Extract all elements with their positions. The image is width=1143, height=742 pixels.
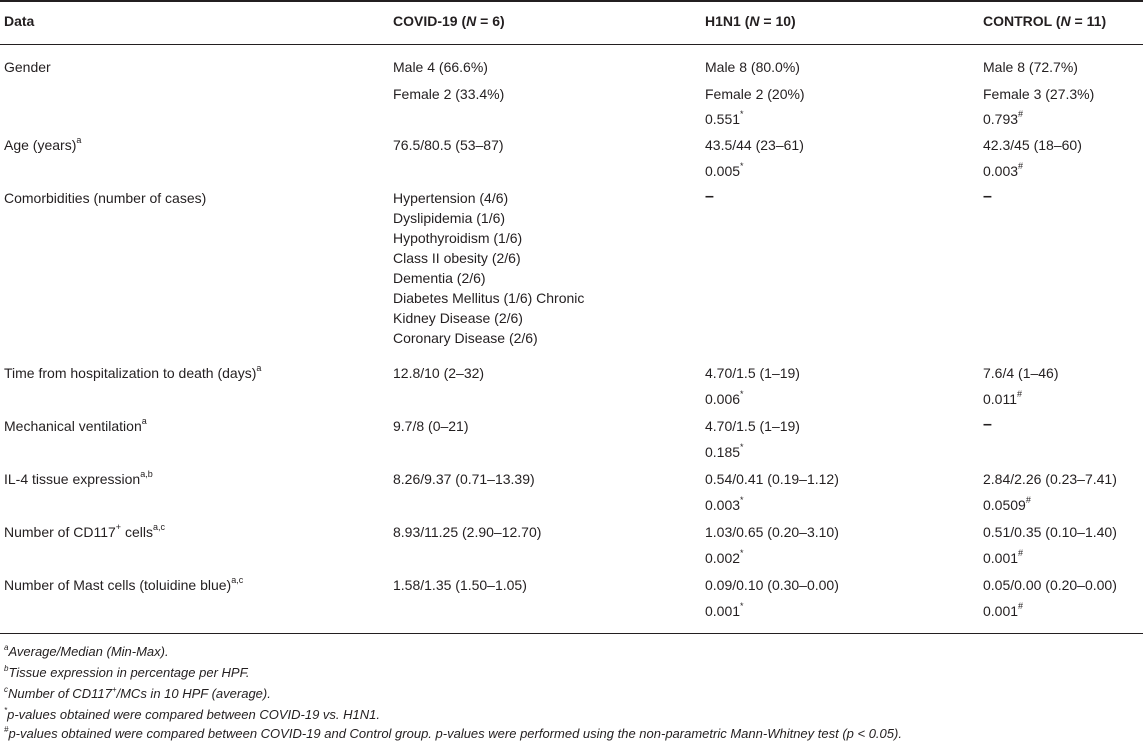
cell-h1n1-gender-female: Female 2 (20%) [705,86,805,102]
cell-h1n1-mech-p: 0.185* [705,442,744,460]
row-label-il4: IL-4 tissue expression$^{a,b}$ [4,469,153,487]
cell-h1n1-comorbidities: – [705,188,714,205]
cell-covid-il4: 8.26/9.37 (0.71–13.39) [393,471,535,487]
cell-covid-gender-female: Female 2 (33.4%) [393,86,505,102]
cell-h1n1-gender-p: 0.551* [705,109,744,127]
cell-covid-mast: 1.58/1.35 (1.50–1.05) [393,577,527,593]
cell-covid-comorbidity: Hypothyroidism (1/6) [393,230,523,246]
cell-control-gender-male: Male 8 (72.7%) [983,59,1078,75]
cell-control-time-p: 0.011# [983,389,1023,407]
cell-h1n1-cd117-p: 0.002* [705,548,744,566]
cell-covid-comorbidity: Dyslipidemia (1/6) [393,210,506,226]
cell-control-gender-female: Female 3 (27.3%) [983,86,1095,102]
cell-covid-comorbidity: Dementia (2/6) [393,270,486,286]
footnote-c: $^c$Number of CD117+/MCs in 10 HPF (average). [4,684,271,701]
cell-covid-comorbidity: Coronary Disease (2/6) [393,330,538,346]
cell-h1n1-time: 4.70/1.5 (1–19) [705,365,800,381]
footnote-star: *p-values obtained were compared between COVID-19 vs. H1N1. [4,705,380,722]
cell-h1n1-time-p: 0.006* [705,389,744,407]
cell-covid-comorbidity: Hypertension (4/6) [393,190,509,206]
cell-covid-comorbidity: Diabetes Mellitus (1/6) Chronic [393,290,585,306]
cell-control-mast: 0.05/0.00 (0.20–0.00) [983,577,1117,593]
cell-covid-mech: 9.7/8 (0–21) [393,418,469,434]
table-top-rule [0,0,1143,2]
cell-covid-gender-male: Male 4 (66.6%) [393,59,488,75]
cell-h1n1-il4-p: 0.003* [705,495,744,513]
cell-covid-comorbidity: Class II obesity (2/6) [393,250,521,266]
row-label-cd117: Number of CD117+ cells$^{a,c}$ [4,522,165,540]
cell-control-cd117: 0.51/0.35 (0.10–1.40) [983,524,1117,540]
header-h1n1: H1N1 (N = 10) [705,13,796,29]
header-covid: COVID-19 (N = 6) [393,13,505,29]
row-label-comorbidities: Comorbidities (number of cases) [4,190,207,206]
cell-covid-age: 76.5/80.5 (53–87) [393,137,504,153]
row-label-mech: Mechanical ventilation$^a$ [4,416,147,434]
footnote-b: $^b$Tissue expression in percentage per HPF. [4,663,250,680]
row-label-time: Time from hospitalization to death (days)$^a$ [4,363,262,381]
cell-control-time: 7.6/4 (1–46) [983,365,1059,381]
row-label-age: Age (years)$^a$ [4,135,82,153]
cell-covid-cd117: 8.93/11.25 (2.90–12.70) [393,524,542,540]
cell-h1n1-mast: 0.09/0.10 (0.30–0.00) [705,577,839,593]
cell-control-age: 42.3/45 (18–60) [983,137,1082,153]
cell-h1n1-age: 43.5/44 (23–61) [705,137,804,153]
cell-h1n1-il4: 0.54/0.41 (0.19–1.12) [705,471,839,487]
cell-control-il4-p: 0.0509# [983,495,1031,513]
cell-control-gender-p: 0.793# [983,109,1024,127]
cell-h1n1-gender-male: Male 8 (80.0%) [705,59,800,75]
cell-control-age-p: 0.003# [983,161,1024,179]
cell-h1n1-mast-p: 0.001* [705,601,744,619]
footnote-a: $^a$Average/Median (Min-Max). [4,642,169,659]
cell-covid-comorbidity: Kidney Disease (2/6) [393,310,523,326]
cell-h1n1-age-p: 0.005* [705,161,744,179]
cell-control-comorbidities: – [983,188,992,205]
cell-h1n1-cd117: 1.03/0.65 (0.20–3.10) [705,524,839,540]
header-control: CONTROL (N = 11) [983,13,1107,29]
row-label-gender: Gender [4,59,51,75]
cell-control-il4: 2.84/2.26 (0.23–7.41) [983,471,1117,487]
table-bottom-rule [0,633,1143,634]
cell-control-mast-p: 0.001# [983,601,1024,619]
cell-h1n1-mech: 4.70/1.5 (1–19) [705,418,800,434]
cell-control-mech: – [983,416,992,433]
header-data: Data [4,13,35,29]
cell-control-cd117-p: 0.001# [983,548,1024,566]
table-header-rule [0,44,1143,45]
footnote-hash: #p-values obtained were compared between COVID-19 and Control group. p-values were performed using the non-parametric Mann-Whitney test (p < 0.05). [4,724,902,741]
cell-covid-time: 12.8/10 (2–32) [393,365,485,381]
row-label-mast: Number of Mast cells (toluidine blue)$^{a,c}$ [4,575,244,593]
